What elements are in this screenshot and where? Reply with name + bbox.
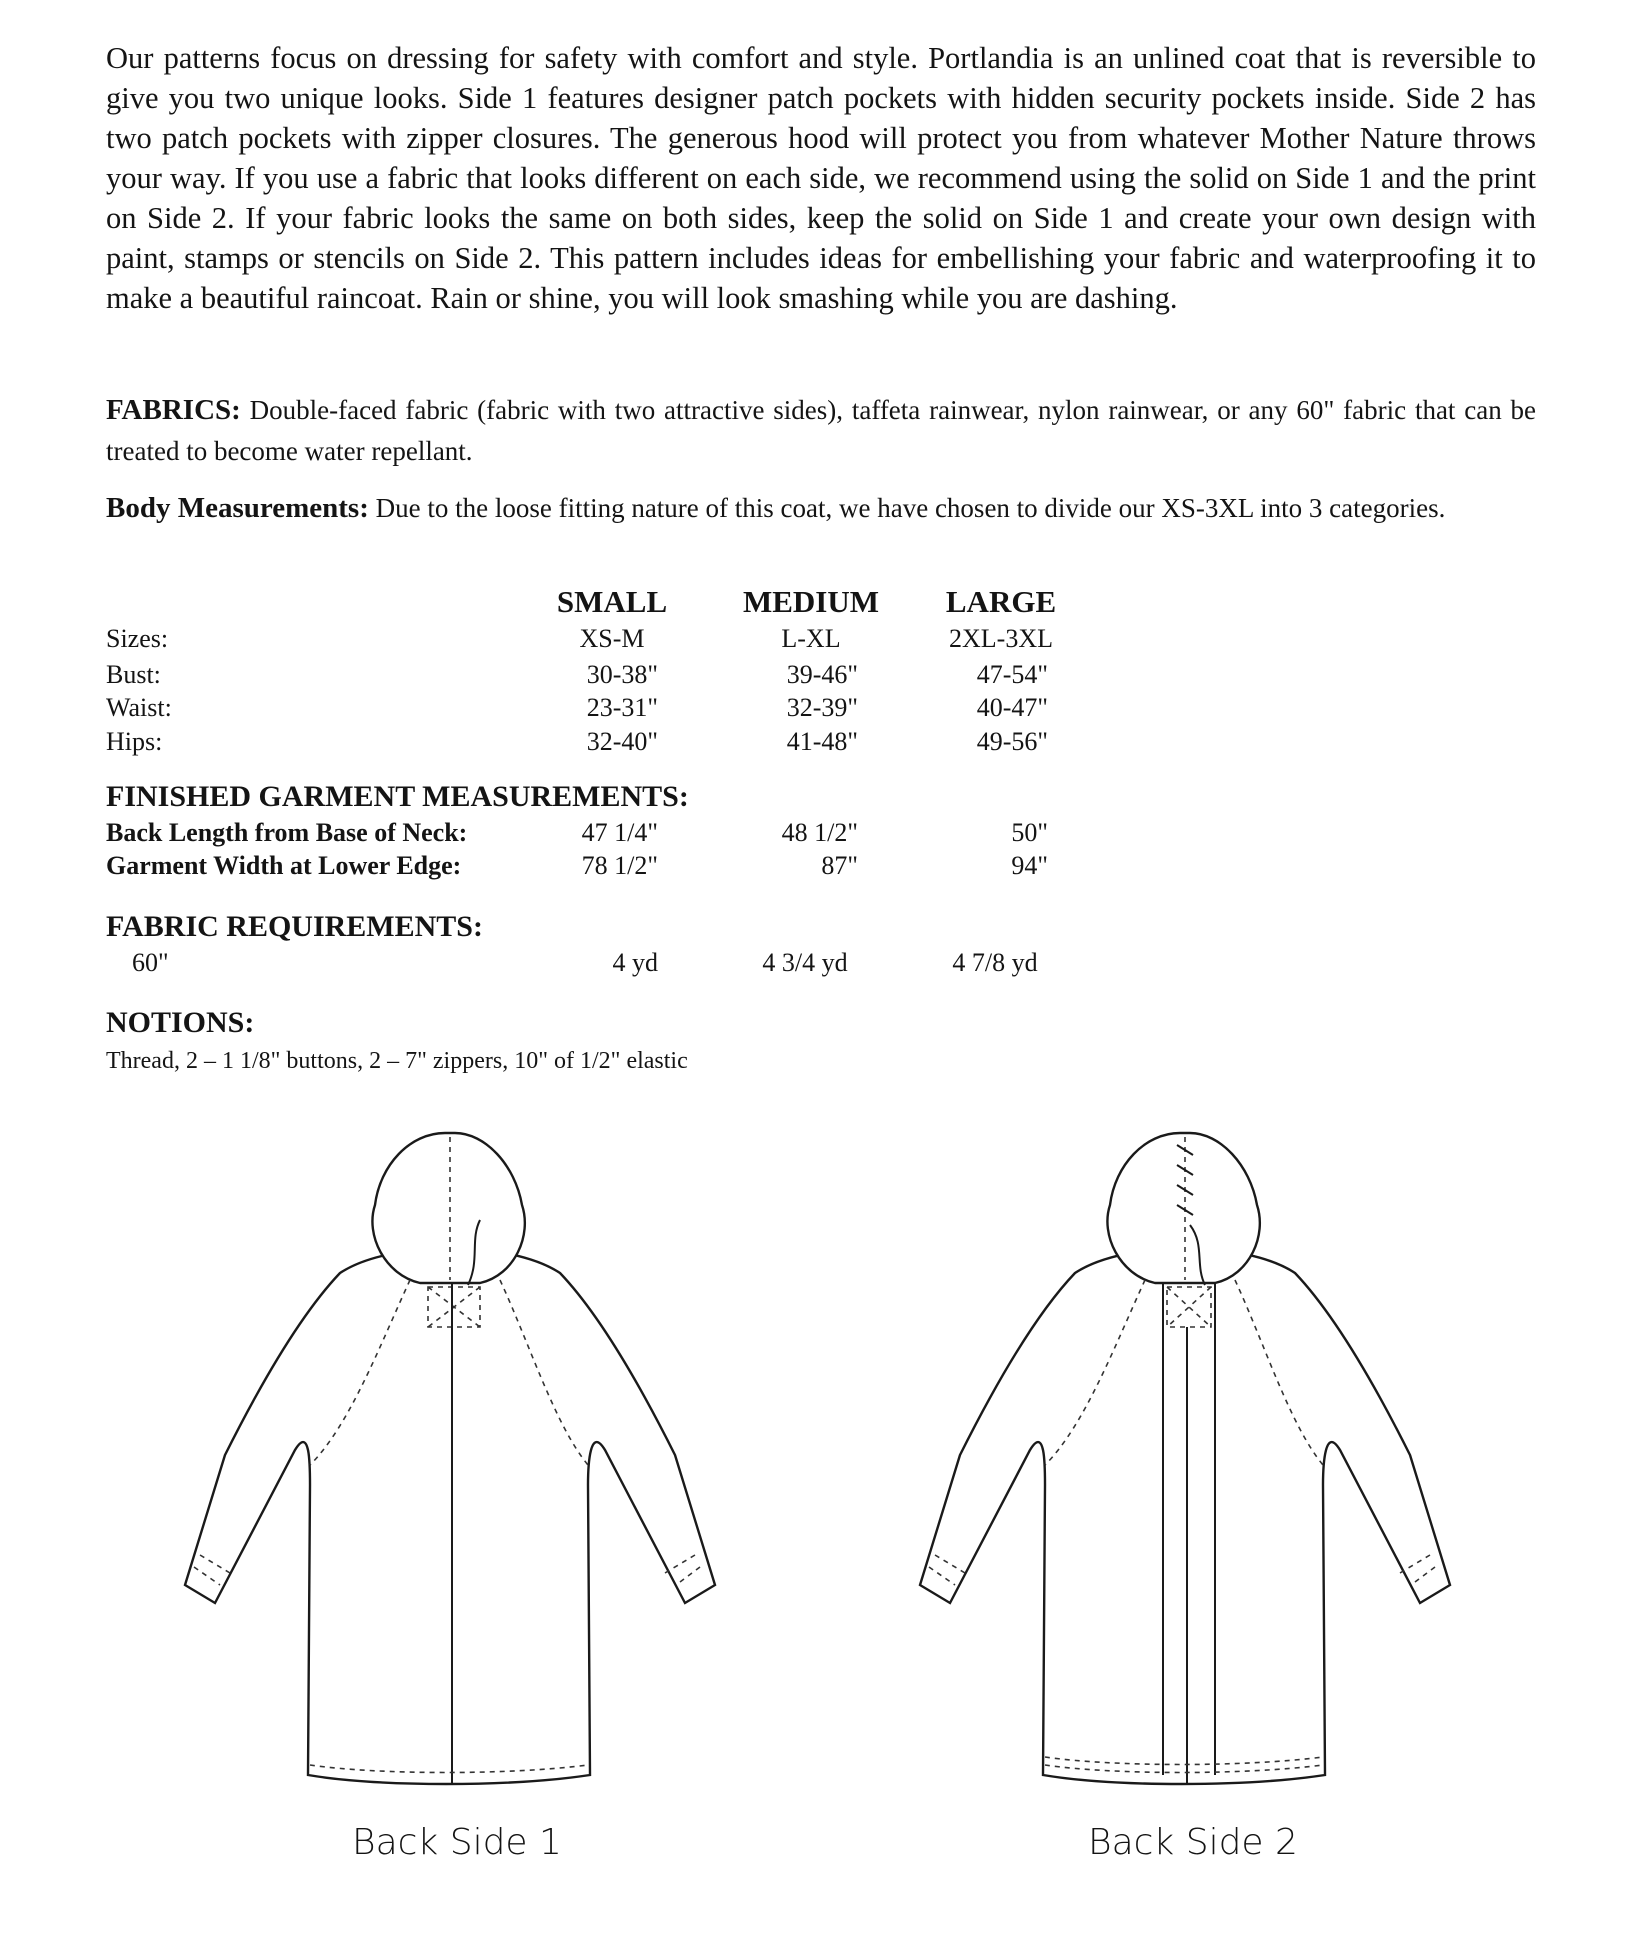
notions-heading: NOTIONS:: [106, 1006, 255, 1039]
fabric-req-label: 60": [132, 948, 169, 977]
cell-bust-large: 47-54": [976, 660, 1048, 689]
body-measurements-text: Due to the loose fitting nature of this coat, we have chosen to divide our XS-3XL into 3 categories.: [375, 493, 1446, 523]
fabrics-text: Double-faced fabric (fabric with two attractive sides), taffeta rainwear, nylon rainwear, or any 60" fabric that can be treated to become water repellant.: [106, 395, 1537, 466]
finished-heading: FINISHED GARMENT MEASUREMENTS:: [106, 780, 689, 813]
coat-back-side-2-illustration: [915, 1125, 1475, 1805]
finished-cell: 50": [1011, 818, 1048, 847]
fabric-requirements-heading: FABRIC REQUIREMENTS:: [106, 910, 483, 943]
fabric-req-cell: 4 3/4 yd: [762, 948, 848, 977]
row-label-hips: Hips:: [106, 727, 163, 756]
finished-cell: 94": [1011, 851, 1048, 880]
fabrics-paragraph: [106, 390, 1536, 472]
notions-text: Thread, 2 – 1 1/8" buttons, 2 – 7" zippers, 10" of 1/2" elastic: [106, 1048, 688, 1074]
cell-waist-medium: 32-39": [786, 693, 858, 722]
cell-sizes-small: XS-M: [579, 624, 645, 653]
col-large: LARGE: [945, 584, 1057, 619]
body-measurements-label: Body Measurements:: [106, 492, 369, 524]
finished-row-label: Back Length from Base of Neck:: [106, 818, 468, 847]
cell-hips-large: 49-56": [976, 727, 1048, 756]
cell-sizes-large: 2XL-3XL: [949, 624, 1053, 653]
body-measurements-paragraph: [106, 490, 1536, 527]
fabric-req-cell: 4 yd: [612, 948, 658, 977]
fabrics-label: FABRICS:: [106, 394, 241, 426]
cell-waist-small: 23-31": [586, 693, 658, 722]
col-small: SMALL: [556, 584, 668, 619]
cell-bust-medium: 39-46": [786, 660, 858, 689]
caption-back-side-1: Back Side 1: [352, 1822, 562, 1863]
row-label-sizes: Sizes:: [106, 624, 169, 653]
fabric-req-cell: 4 7/8 yd: [952, 948, 1038, 977]
cell-sizes-medium: L-XL: [781, 624, 841, 653]
cell-hips-medium: 41-48": [786, 727, 858, 756]
finished-cell: 48 1/2": [781, 818, 858, 847]
coat-back-side-1-illustration: [180, 1125, 740, 1805]
finished-cell: 47 1/4": [581, 818, 658, 847]
cell-bust-small: 30-38": [586, 660, 658, 689]
row-label-bust: Bust:: [106, 660, 161, 689]
caption-back-side-2: Back Side 2: [1088, 1822, 1298, 1863]
cell-waist-large: 40-47": [976, 693, 1048, 722]
row-label-waist: Waist:: [106, 693, 172, 722]
finished-row-label: Garment Width at Lower Edge:: [106, 851, 462, 880]
finished-cell: 87": [821, 851, 858, 880]
col-medium: MEDIUM: [742, 584, 880, 619]
finished-cell: 78 1/2": [581, 851, 658, 880]
intro-paragraph: Our patterns focus on dressing for safety with comfort and style. Portlandia is an unlined coat that is reversible to give you two unique looks. Side 1 features designer patch pockets with hidden security pockets inside. Side 2 has two patch pockets with zipper closures. The generous hood will protect you from whatever Mother Nature throws your way. If you use a fabric that looks different on each side, we recommend using the solid on Side 1 and the print on Side 2. If your fabric looks the same on both sides, keep the solid on Side 1 and create your own design with paint, stamps or stencils on Side 2. This pattern includes ideas for embellishing your fabric and waterproofing it to make a beautiful raincoat. Rain or shine, you will look smashing while you are dashing.: [106, 41, 1536, 315]
cell-hips-small: 32-40": [586, 727, 658, 756]
